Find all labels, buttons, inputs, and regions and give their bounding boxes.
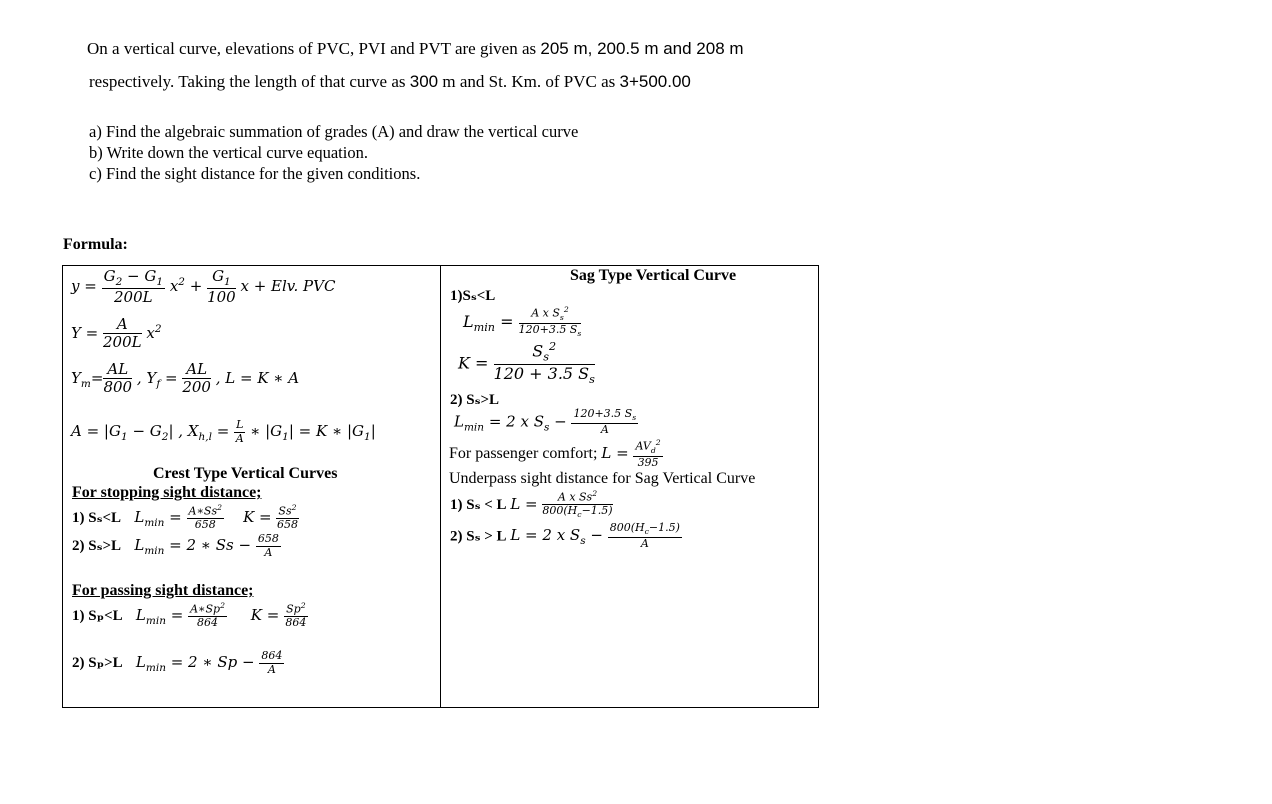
case-label: 2) Sₛ > L xyxy=(450,528,507,545)
problem-line-1 xyxy=(87,39,744,59)
stopping-title: For stopping sight distance; xyxy=(72,484,262,501)
case-label: 1) Sₛ < L xyxy=(450,497,507,514)
crest-cell xyxy=(63,266,441,708)
comfort-equation: For passenger comfort; L = $\frac{AV_d^2}{395}$ xyxy=(449,438,661,469)
stopping-case-2: 2) Sₛ>L $L_{min} = 2$ ∗ Ss − $\frac{658}{A}$ xyxy=(72,532,279,559)
problem-text: On a vertical curve, elevations of PVC, PVI and PVT are given as xyxy=(87,39,537,58)
formula-table xyxy=(62,265,819,708)
sag-title: Sag Type Vertical Curve xyxy=(570,267,737,284)
problem-text: respectively. Taking the length of that curve as xyxy=(89,72,406,91)
sag-k: K = $\frac{S_s^2}{120 + 3.5 S_s}$ xyxy=(458,340,595,387)
case-label: 1) Sₛ<L xyxy=(72,509,122,526)
formula-label: Formula: xyxy=(63,236,128,253)
problem-line-2 xyxy=(89,72,691,92)
offset-equation: Y = $\frac{A}{200L}$ $x^2$ xyxy=(71,315,162,352)
underpass-case-2: 2) Sₛ > L L = 2 x $S_s$ − $\frac{800(H_c-1.5)}{A}$ xyxy=(450,521,680,551)
problem-text: m and St. Km. of PVC as xyxy=(442,72,616,91)
underpass-case-1: 1) Sₛ < L L = $\frac{A x Ss^2}{800(H_c-1.5)}$ xyxy=(450,489,613,520)
passing-case-1: 1) Sₚ<L $L_{min}$ = $\frac{A∗Sp^2}{864}$ K = $\frac{Sp^2}{864}$ xyxy=(72,601,307,630)
sag-case-2: 2) Sₛ>L xyxy=(450,392,500,408)
elevation-values: 205 m, 200.5 m and 208 m xyxy=(540,39,744,58)
sag-lmin-1: $L_{min}$ = $\frac{A x S_s^2}{120+3.5 S_s}$ xyxy=(463,305,582,338)
case-label: 1) Sₚ<L xyxy=(72,607,123,624)
passing-title: For passing sight distance; xyxy=(72,582,254,599)
question-c: c) Find the sight distance for the given conditions. xyxy=(89,164,421,183)
curve-length-value: 300 xyxy=(409,72,439,91)
sag-case-1: 1)Sₛ<L xyxy=(450,288,496,304)
sag-cell xyxy=(441,266,819,708)
sag-lmin-2: $L_{min} = 2$ x $S_s$ − $\frac{120+3.5 S_s}{A}$ xyxy=(454,407,637,437)
crest-title: Crest Type Vertical Curves xyxy=(153,465,338,482)
question-b: b) Write down the vertical curve equation. xyxy=(89,143,368,162)
station-value: 3+500.00 xyxy=(619,72,691,91)
question-a: a) Find the algebraic summation of grades (A) and draw the vertical curve xyxy=(89,122,579,141)
case-label: 2) Sₛ>L xyxy=(72,538,122,555)
a-equation: $A = |G_1 - G_2|$ , $X_{h,l}$ = $\frac{L}{A}$ ∗ $|G_1| = K$ ∗ $|G_1|$ xyxy=(71,418,376,445)
comfort-label: For passenger comfort; xyxy=(449,445,598,463)
case-label: 2) Sₚ>L xyxy=(72,655,123,672)
curve-equation: y = $\frac{G_2 - G_1}{200L}$ $x^2$ + $\frac{G_1}{100}$ x + Elv. PVC xyxy=(71,267,336,307)
passing-case-2: 2) Sₚ>L $L_{min} = 2$ ∗ Sp − $\frac{864}{A}$ xyxy=(72,649,283,676)
underpass-title: Underpass sight distance for Sag Vertical Curve xyxy=(449,470,756,487)
stopping-case-1: 1) Sₛ<L $L_{min}$ = $\frac{A∗Ss^2}{658}$ K = $\frac{Ss^2}{658}$ xyxy=(72,503,298,532)
ym-equation: $Y_m=$ $\frac{AL}{800}$ , $Y_f$ = $\frac{AL}{200}$ , L = K ∗ A xyxy=(71,360,300,397)
